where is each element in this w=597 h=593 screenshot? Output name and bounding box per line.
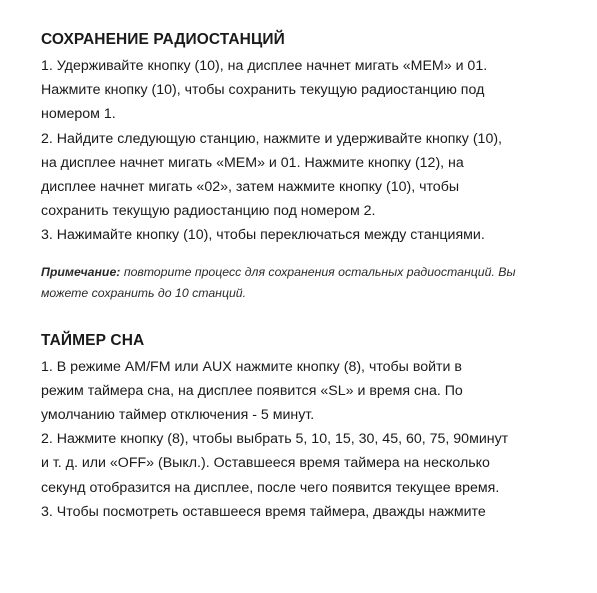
section-title-sleep-timer: ТАЙМЕР СНА	[41, 331, 145, 349]
text-line: 2. Найдите следующую станцию, нажмите и удерживайте кнопку (10),	[41, 130, 502, 147]
section-station-saving	[41, 30, 561, 248]
manual-page	[41, 30, 561, 524]
note-line: повторите процесс для сохранения остальных радиостанций. Вы	[123, 264, 516, 279]
text-line: 3. Чтобы посмотреть оставшееся время таймера, дважды нажмите	[41, 503, 486, 520]
text-line: дисплее начнет мигать «02», затем нажмите кнопку (10), чтобы	[41, 179, 460, 196]
text-line: 2. Нажмите кнопку (8), чтобы выбрать 5, 10, 15, 30, 45, 60, 75, 90минут	[41, 431, 509, 448]
paragraph-sleep-timer	[41, 355, 561, 524]
text-line: 1. В режиме AM/FM или AUX нажмите кнопку (8), чтобы войти в	[41, 358, 462, 375]
text-line: режим таймера сна, на дисплее появится «SL» и время сна. По	[41, 382, 463, 399]
paragraph-station-saving	[41, 54, 561, 248]
note-text	[41, 262, 561, 304]
note-line: можете сохранить до 10 станций.	[41, 285, 247, 300]
note-label: Примечание:	[41, 264, 121, 279]
text-line: номером 1.	[41, 106, 116, 123]
note-block	[41, 262, 561, 304]
text-line: и т. д. или «OFF» (Выкл.). Оставшееся время таймера на несколько	[41, 455, 490, 472]
text-line: Нажмите кнопку (10), чтобы сохранить текущую радиостанцию под	[41, 82, 485, 99]
text-line: на дисплее начнет мигать «MEM» и 01. Нажмите кнопку (12), на	[41, 154, 464, 171]
text-line: секунд отобразится на дисплее, после чего появится текущее время.	[41, 479, 500, 496]
text-line: умолчанию таймер отключения - 5 минут.	[41, 407, 315, 424]
text-line: 3. Нажимайте кнопку (10), чтобы переключаться между станциями.	[41, 227, 485, 244]
section-title-station-saving: СОХРАНЕНИЕ РАДИОСТАНЦИЙ	[41, 31, 285, 48]
section-sleep-timer	[41, 331, 561, 524]
text-line: сохранить текущую радиостанцию под номером 2.	[41, 203, 376, 220]
text-line: 1. Удерживайте кнопку (10), на дисплее начнет мигать «MEM» и 01.	[41, 58, 488, 74]
